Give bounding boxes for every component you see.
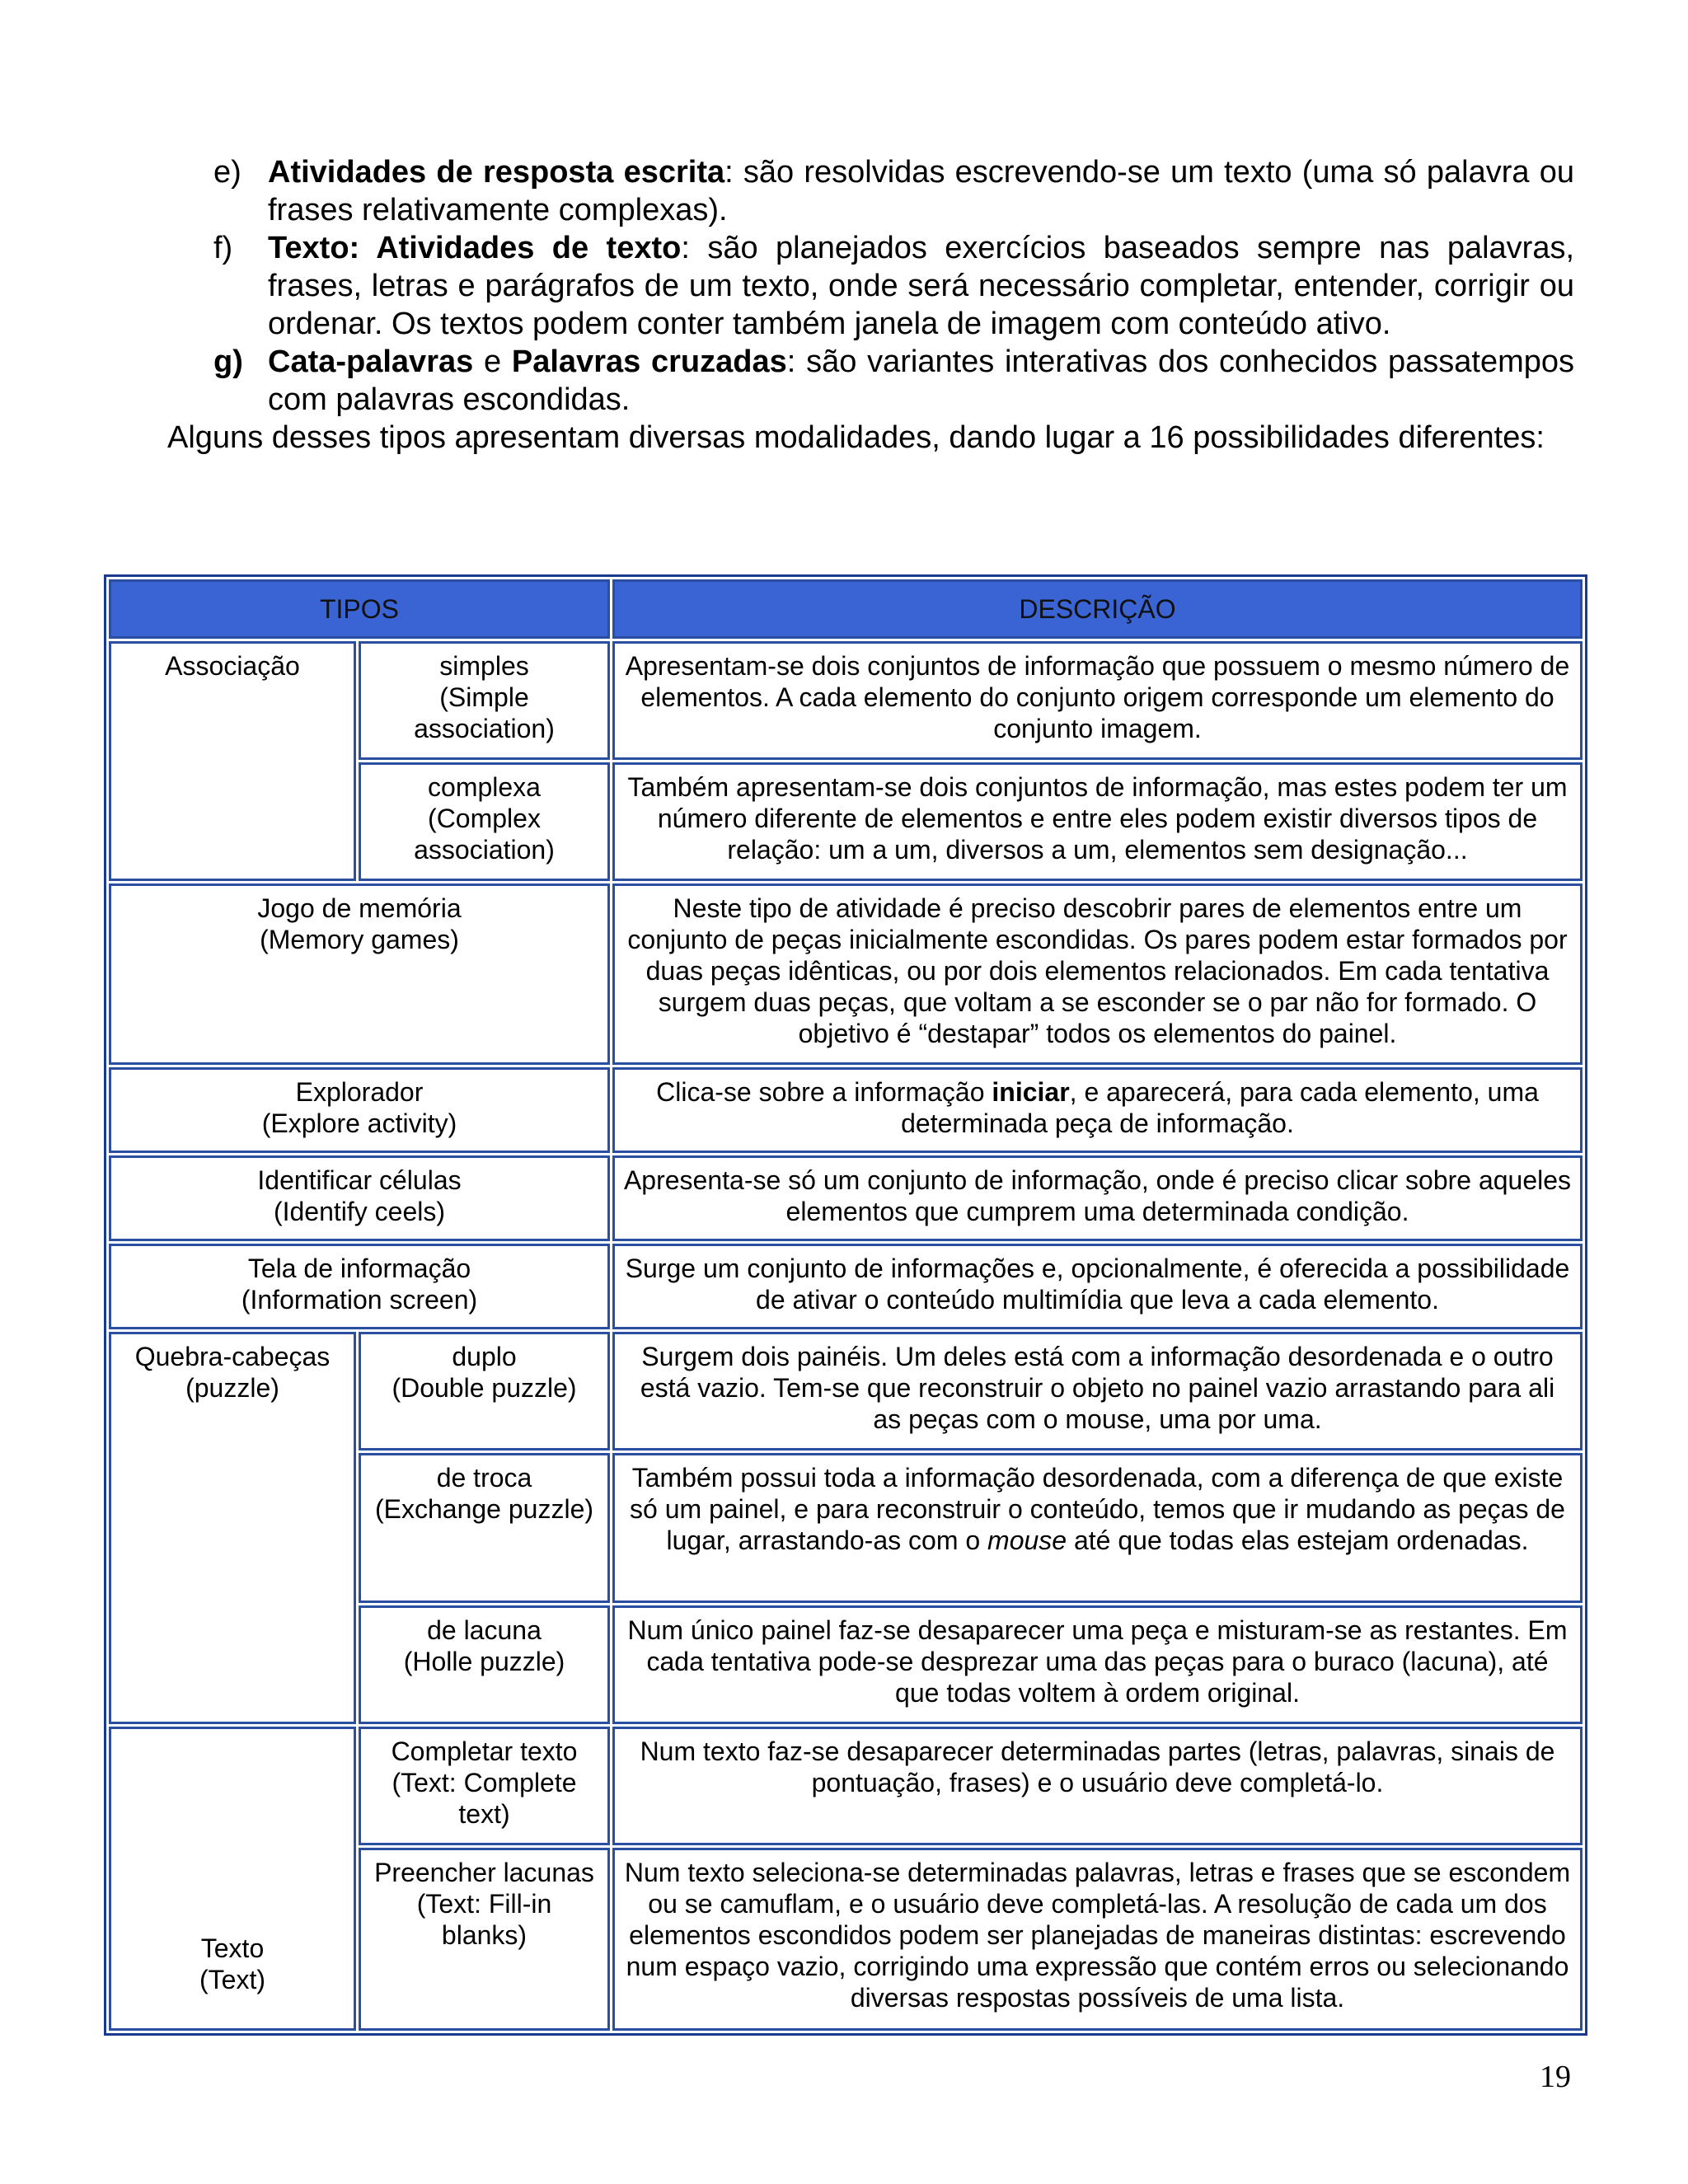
- list-item-text: : são planejados exercícios baseados sempre nas palavras, frases, letras e parágrafos de um texto, onde será necessário completar, entender, corrigir ou ordenar. Os textos podem conter também janela de imagem com conteúdo ativo.: [268, 231, 1575, 341]
- list-item-title: Palavras cruzadas: [511, 344, 787, 379]
- description-cell: Também possui toda a informação desordenada, com a diferença de que existe só um painel, e para reconstruir o conteúdo, temos que ir mudando as peças de lugar, arrastando-as com o mouse até que todas elas estejam ordenadas.: [612, 1453, 1582, 1603]
- description-cell: Num único painel faz-se desaparecer uma peça e misturam-se as restantes. Em cada tentativa pode-se desprezar uma das peças para o buraco (lacuna), até que todas voltem à ordem original.: [612, 1605, 1582, 1724]
- description-cell: Neste tipo de atividade é preciso descobrir pares de elementos entre um conjunto de peças inicialmente escondidas. Os pares podem estar formados por duas peças idênticas, ou por dois elementos relacionados. Em cada tentativa surgem duas peças, que voltam a se esconder se o par não for formado. O objetivo é “destapar” todos os elementos do painel.: [612, 883, 1582, 1065]
- intro-text: [167, 153, 1574, 457]
- header-descricao: DESCRIÇÃO: [612, 579, 1582, 639]
- list-marker: e): [213, 155, 241, 190]
- subtype-cell: Preencher lacunas (Text: Fill-in blanks): [359, 1848, 610, 2031]
- list-item-text: : são resolvidas escrevendo-se um texto (uma só palavra ou frases relativamente complexas).: [268, 155, 1574, 227]
- table-row: [109, 1244, 1582, 1329]
- table-row: [109, 1727, 1582, 1845]
- list-item-title: Texto: Atividades de texto: [268, 231, 682, 265]
- header-tipos: TIPOS: [109, 579, 610, 639]
- table-row: [109, 1155, 1582, 1241]
- description-cell: Clica-se sobre a informação iniciar, e aparecerá, para cada elemento, uma determinada peça de informação.: [612, 1067, 1582, 1153]
- subtype-cell: simples (Simple association): [359, 641, 610, 760]
- list-item-text: e: [473, 344, 512, 379]
- list-item-e: [167, 153, 1574, 229]
- subtype-cell: de lacuna (Holle puzzle): [359, 1605, 610, 1724]
- subtype-cell: duplo (Double puzzle): [359, 1332, 610, 1451]
- type-cell: Tela de informação (Information screen): [109, 1244, 610, 1329]
- type-cell: Identificar células (Identify ceels): [109, 1155, 610, 1241]
- list-item-title: Cata-palavras: [268, 344, 474, 379]
- subtype-cell: de troca (Exchange puzzle): [359, 1453, 610, 1603]
- subtype-cell: complexa (Complex association): [359, 762, 610, 881]
- description-cell: Apresentam-se dois conjuntos de informação que possuem o mesmo número de elementos. A cada elemento do conjunto origem corresponde um elemento do conjunto imagem.: [612, 641, 1582, 760]
- list-item-title: Atividades de resposta escrita: [268, 155, 725, 190]
- description-cell: Surgem dois painéis. Um deles está com a informação desordenada e o outro está vazio. Tem-se que reconstruir o objeto no painel vazio arrastando para ali as peças com o mouse, uma por uma.: [612, 1332, 1582, 1451]
- type-cell: Jogo de memória (Memory games): [109, 883, 610, 1065]
- table-row: [109, 641, 1582, 760]
- type-cell: Explorador (Explore activity): [109, 1067, 610, 1153]
- description-cell: Apresenta-se só um conjunto de informação, onde é preciso clicar sobre aqueles elementos que cumprem uma determinada condição.: [612, 1155, 1582, 1241]
- list-item-g: [167, 343, 1574, 419]
- group-cell-associacao: Associação: [109, 641, 356, 881]
- table-header-row: [109, 579, 1582, 639]
- group-cell-quebra-cabecas: Quebra-cabeças (puzzle): [109, 1332, 356, 1724]
- intro-paragraph: Alguns desses tipos apresentam diversas modalidades, dando lugar a 16 possibilidades diferentes:: [167, 420, 1545, 455]
- description-cell: Surge um conjunto de informações e, opcionalmente, é oferecida a possibilidade de ativar o conteúdo multimídia que leva a cada elemento.: [612, 1244, 1582, 1329]
- subtype-cell: Completar texto (Text: Complete text): [359, 1727, 610, 1845]
- list-marker: g): [213, 344, 243, 379]
- list-item-text: : são variantes interativas dos conhecidos passatempos com palavras escondidas.: [268, 344, 1575, 417]
- list-item-f: [167, 229, 1574, 343]
- table-row: [109, 1332, 1582, 1451]
- description-cell: Também apresentam-se dois conjuntos de informação, mas estes podem ter um número diferente de elementos e entre eles podem existir diversos tipos de relação: um a um, diversos a um, elementos sem designação...: [612, 762, 1582, 881]
- group-cell-texto: Texto (Text): [109, 1727, 356, 2031]
- page-number: 19: [1540, 2060, 1571, 2094]
- table-row: [109, 1067, 1582, 1153]
- description-cell: Num texto seleciona-se determinadas palavras, letras e frases que se escondem ou se camuflam, e o usuário deve completá-las. A resolução de cada um dos elementos escondidos podem ser planejadas de maneiras distintas: escrevendo num espaço vazio, corrigindo uma expressão que contém erros ou selecionando diversas respostas possíveis de uma lista.: [612, 1848, 1582, 2031]
- activity-types-table: [104, 574, 1587, 2036]
- table-row: [109, 883, 1582, 1065]
- list-marker: f): [213, 231, 233, 265]
- description-cell: Num texto faz-se desaparecer determinadas partes (letras, palavras, sinais de pontuação, frases) e o usuário deve completá-lo.: [612, 1727, 1582, 1845]
